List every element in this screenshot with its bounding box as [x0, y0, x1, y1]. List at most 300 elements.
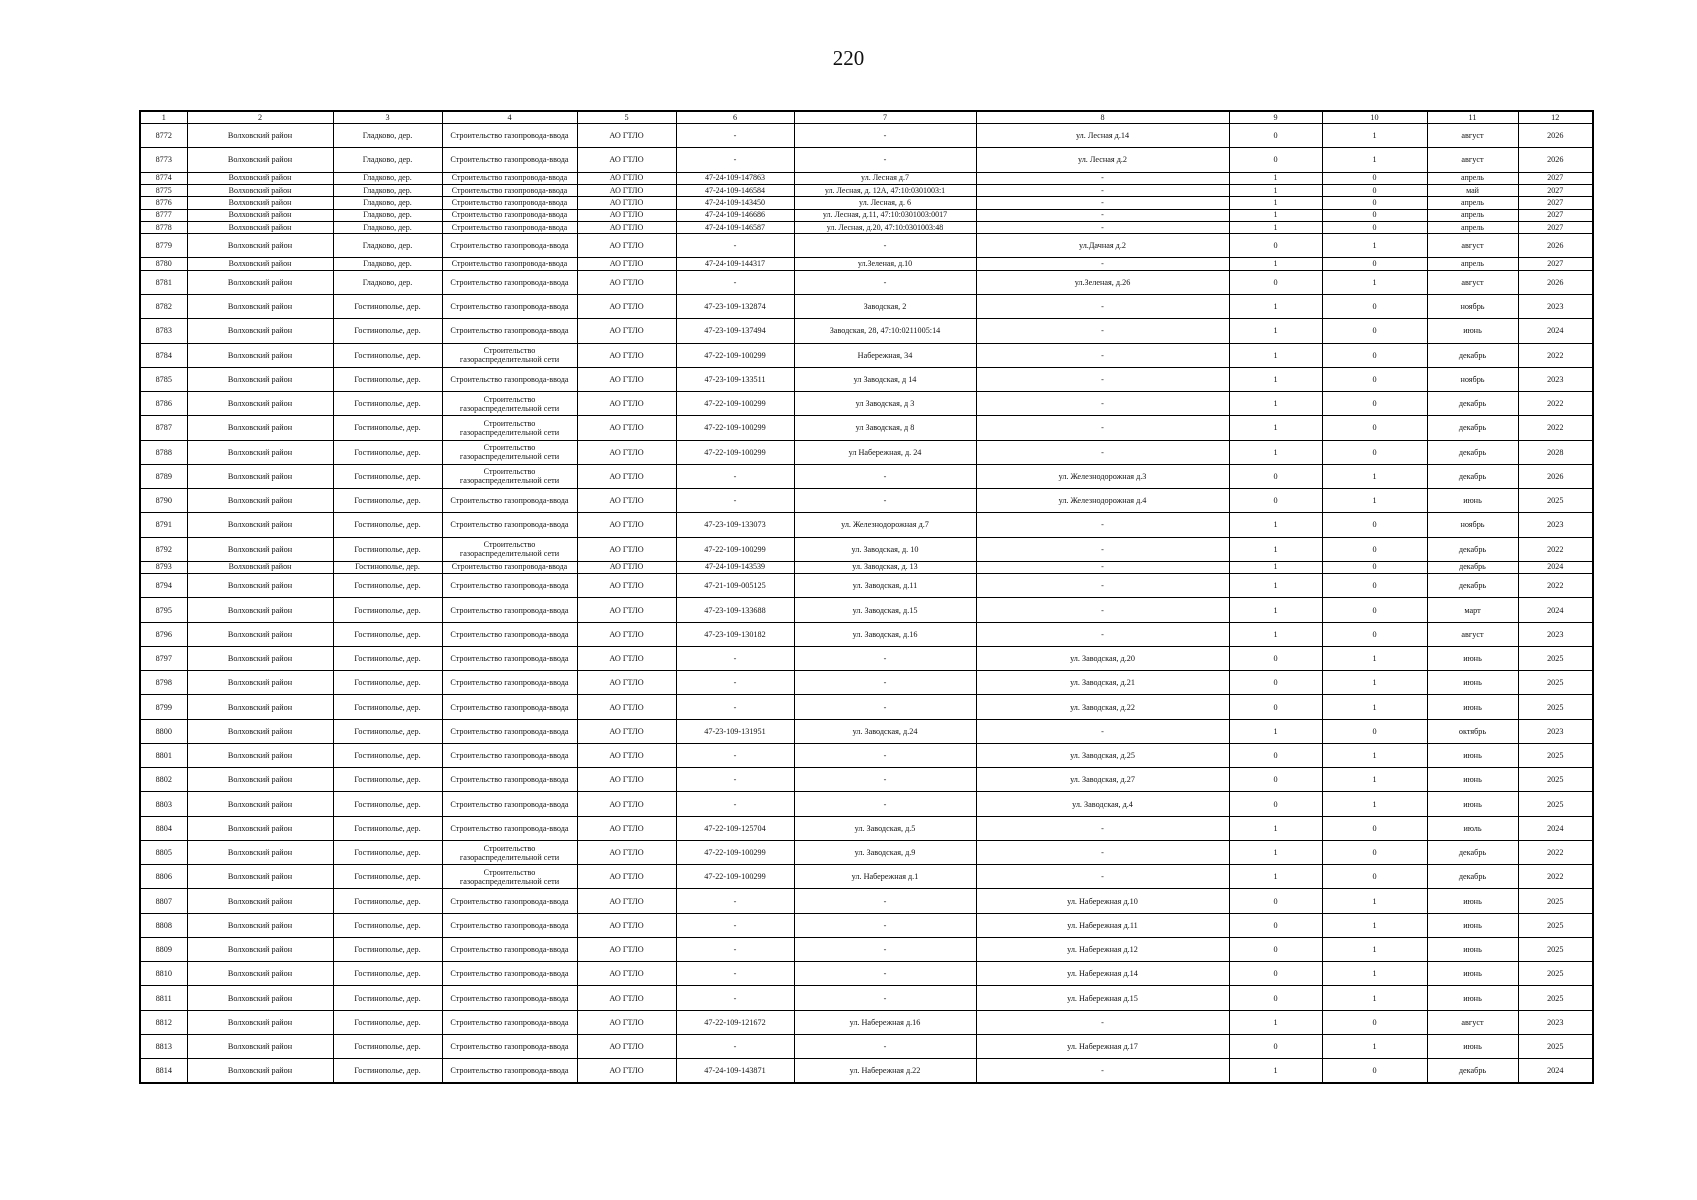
- cell-organization: АО ГТЛО: [577, 1059, 676, 1083]
- cell-settlement: Гладково, дер.: [333, 184, 442, 196]
- table-row: [140, 184, 1593, 196]
- cell-month: июнь: [1427, 743, 1518, 767]
- cell-count-b: 0: [1322, 343, 1427, 367]
- cell-work-type: Строительство газопровода-ввода: [442, 622, 577, 646]
- cell-count-b: 0: [1322, 1010, 1427, 1034]
- cell-organization: АО ГТЛО: [577, 889, 676, 913]
- cell-row-number: 8785: [140, 367, 187, 391]
- cell-project-code: -: [676, 695, 794, 719]
- cell-address: ул Набережная, д. 24: [794, 440, 976, 464]
- cell-count-b: 0: [1322, 561, 1427, 573]
- cell-address: ул. Лесная, д. 6: [794, 197, 976, 209]
- cell-year: 2027: [1518, 172, 1593, 184]
- cell-row-number: 8783: [140, 319, 187, 343]
- cell-project-code: -: [676, 937, 794, 961]
- cell-district: Волховский район: [187, 148, 333, 172]
- cell-work-type: Строительство газопровода-ввода: [442, 695, 577, 719]
- cell-address: ул Заводская, д 8: [794, 416, 976, 440]
- cell-address: ул Заводская, д 14: [794, 367, 976, 391]
- cell-month: июнь: [1427, 768, 1518, 792]
- cell-project-code: -: [676, 148, 794, 172]
- cell-count-a: 0: [1229, 986, 1322, 1010]
- cell-work-type: Строительство газораспределительной сети: [442, 537, 577, 561]
- cell-organization: АО ГТЛО: [577, 537, 676, 561]
- cell-row-number: 8791: [140, 513, 187, 537]
- table-row: [140, 574, 1593, 598]
- table-row: [140, 937, 1593, 961]
- cell-row-number: 8804: [140, 816, 187, 840]
- cell-project-code: 47-24-109-143450: [676, 197, 794, 209]
- cell-work-type: Строительство газопровода-ввода: [442, 768, 577, 792]
- cell-month: июнь: [1427, 319, 1518, 343]
- cell-count-b: 1: [1322, 889, 1427, 913]
- cell-row-number: 8789: [140, 464, 187, 488]
- table-row: [140, 367, 1593, 391]
- cell-row-number: 8799: [140, 695, 187, 719]
- cell-project-code: 47-22-109-125704: [676, 816, 794, 840]
- table-row: [140, 416, 1593, 440]
- cell-planned-address: -: [976, 221, 1229, 233]
- cell-address: -: [794, 489, 976, 513]
- cell-count-a: 0: [1229, 1034, 1322, 1058]
- cell-month: декабрь: [1427, 416, 1518, 440]
- cell-district: Волховский район: [187, 865, 333, 889]
- column-header: 3: [333, 111, 442, 124]
- cell-row-number: 8795: [140, 598, 187, 622]
- cell-address: ул. Заводская, д. 13: [794, 561, 976, 573]
- cell-row-number: 8806: [140, 865, 187, 889]
- cell-count-a: 1: [1229, 221, 1322, 233]
- cell-count-a: 1: [1229, 816, 1322, 840]
- table-row: [140, 537, 1593, 561]
- cell-count-b: 1: [1322, 124, 1427, 148]
- cell-organization: АО ГТЛО: [577, 719, 676, 743]
- cell-district: Волховский район: [187, 209, 333, 221]
- cell-year: 2025: [1518, 695, 1593, 719]
- cell-work-type: Строительство газопровода-ввода: [442, 561, 577, 573]
- cell-district: Волховский район: [187, 695, 333, 719]
- cell-settlement: Гостинополье, дер.: [333, 840, 442, 864]
- cell-district: Волховский район: [187, 719, 333, 743]
- table-row: [140, 695, 1593, 719]
- cell-count-a: 0: [1229, 671, 1322, 695]
- cell-organization: АО ГТЛО: [577, 148, 676, 172]
- cell-month: декабрь: [1427, 1059, 1518, 1083]
- cell-project-code: -: [676, 768, 794, 792]
- cell-count-a: 0: [1229, 489, 1322, 513]
- cell-work-type: Строительство газопровода-ввода: [442, 1010, 577, 1034]
- cell-month: декабрь: [1427, 865, 1518, 889]
- cell-address: ул. Заводская, д.5: [794, 816, 976, 840]
- cell-count-a: 1: [1229, 295, 1322, 319]
- cell-month: октябрь: [1427, 719, 1518, 743]
- cell-year: 2023: [1518, 367, 1593, 391]
- cell-settlement: Гостинополье, дер.: [333, 986, 442, 1010]
- cell-district: Волховский район: [187, 1034, 333, 1058]
- cell-work-type: Строительство газораспределительной сети: [442, 464, 577, 488]
- cell-count-b: 0: [1322, 295, 1427, 319]
- cell-district: Волховский район: [187, 258, 333, 270]
- cell-work-type: Строительство газопровода-ввода: [442, 124, 577, 148]
- cell-project-code: 47-23-109-137494: [676, 319, 794, 343]
- cell-district: Волховский район: [187, 574, 333, 598]
- cell-count-a: 0: [1229, 743, 1322, 767]
- cell-planned-address: ул.Дачная д.2: [976, 234, 1229, 258]
- cell-planned-address: ул. Набережная д.14: [976, 962, 1229, 986]
- cell-year: 2024: [1518, 598, 1593, 622]
- cell-settlement: Гладково, дер.: [333, 258, 442, 270]
- cell-month: декабрь: [1427, 574, 1518, 598]
- cell-count-a: 0: [1229, 962, 1322, 986]
- cell-organization: АО ГТЛО: [577, 440, 676, 464]
- cell-year: 2026: [1518, 234, 1593, 258]
- cell-row-number: 8810: [140, 962, 187, 986]
- cell-planned-address: -: [976, 622, 1229, 646]
- cell-row-number: 8809: [140, 937, 187, 961]
- cell-settlement: Гостинополье, дер.: [333, 440, 442, 464]
- cell-count-a: 1: [1229, 209, 1322, 221]
- cell-count-b: 1: [1322, 937, 1427, 961]
- table-row: [140, 1034, 1593, 1058]
- cell-project-code: -: [676, 646, 794, 670]
- cell-work-type: Строительство газопровода-ввода: [442, 270, 577, 294]
- cell-settlement: Гостинополье, дер.: [333, 319, 442, 343]
- cell-count-a: 0: [1229, 913, 1322, 937]
- cell-year: 2022: [1518, 392, 1593, 416]
- cell-settlement: Гостинополье, дер.: [333, 598, 442, 622]
- cell-project-code: 47-22-109-100299: [676, 537, 794, 561]
- cell-row-number: 8780: [140, 258, 187, 270]
- cell-address: ул. Набережная д.16: [794, 1010, 976, 1034]
- cell-month: апрель: [1427, 172, 1518, 184]
- cell-row-number: 8805: [140, 840, 187, 864]
- cell-planned-address: -: [976, 440, 1229, 464]
- cell-year: 2027: [1518, 258, 1593, 270]
- cell-organization: АО ГТЛО: [577, 221, 676, 233]
- table-row: [140, 148, 1593, 172]
- cell-address: ул.Зеленая, д.10: [794, 258, 976, 270]
- cell-count-a: 1: [1229, 719, 1322, 743]
- cell-row-number: 8792: [140, 537, 187, 561]
- cell-year: 2026: [1518, 124, 1593, 148]
- cell-planned-address: -: [976, 561, 1229, 573]
- cell-year: 2025: [1518, 743, 1593, 767]
- cell-row-number: 8807: [140, 889, 187, 913]
- cell-organization: АО ГТЛО: [577, 1034, 676, 1058]
- cell-year: 2025: [1518, 1034, 1593, 1058]
- cell-month: август: [1427, 622, 1518, 646]
- cell-year: 2022: [1518, 416, 1593, 440]
- cell-project-code: 47-23-109-132874: [676, 295, 794, 319]
- cell-year: 2027: [1518, 209, 1593, 221]
- cell-organization: АО ГТЛО: [577, 937, 676, 961]
- cell-planned-address: ул. Заводская, д.4: [976, 792, 1229, 816]
- cell-year: 2022: [1518, 840, 1593, 864]
- cell-project-code: 47-22-109-100299: [676, 343, 794, 367]
- cell-count-b: 1: [1322, 695, 1427, 719]
- cell-address: -: [794, 234, 976, 258]
- cell-row-number: 8779: [140, 234, 187, 258]
- cell-planned-address: ул. Заводская, д.25: [976, 743, 1229, 767]
- cell-month: декабрь: [1427, 343, 1518, 367]
- table-row: [140, 270, 1593, 294]
- cell-district: Волховский район: [187, 561, 333, 573]
- cell-organization: АО ГТЛО: [577, 671, 676, 695]
- cell-year: 2024: [1518, 1059, 1593, 1083]
- cell-month: июнь: [1427, 792, 1518, 816]
- cell-row-number: 8782: [140, 295, 187, 319]
- cell-project-code: 47-22-109-100299: [676, 840, 794, 864]
- cell-year: 2022: [1518, 574, 1593, 598]
- cell-project-code: 47-24-109-147863: [676, 172, 794, 184]
- cell-year: 2023: [1518, 513, 1593, 537]
- cell-organization: АО ГТЛО: [577, 865, 676, 889]
- cell-project-code: 47-23-109-133073: [676, 513, 794, 537]
- cell-district: Волховский район: [187, 1010, 333, 1034]
- cell-work-type: Строительство газопровода-ввода: [442, 986, 577, 1010]
- cell-count-b: 0: [1322, 840, 1427, 864]
- cell-count-a: 0: [1229, 937, 1322, 961]
- cell-district: Волховский район: [187, 816, 333, 840]
- cell-address: ул. Заводская, д.9: [794, 840, 976, 864]
- cell-count-a: 1: [1229, 392, 1322, 416]
- cell-count-a: 1: [1229, 574, 1322, 598]
- cell-district: Волховский район: [187, 392, 333, 416]
- cell-planned-address: -: [976, 184, 1229, 196]
- table-row: [140, 986, 1593, 1010]
- cell-count-b: 1: [1322, 646, 1427, 670]
- cell-planned-address: -: [976, 258, 1229, 270]
- cell-count-b: 0: [1322, 416, 1427, 440]
- cell-organization: АО ГТЛО: [577, 913, 676, 937]
- cell-work-type: Строительство газопровода-ввода: [442, 295, 577, 319]
- cell-row-number: 8788: [140, 440, 187, 464]
- cell-address: ул. Заводская, д. 10: [794, 537, 976, 561]
- cell-year: 2026: [1518, 464, 1593, 488]
- cell-settlement: Гостинополье, дер.: [333, 464, 442, 488]
- cell-address: -: [794, 1034, 976, 1058]
- cell-count-b: 1: [1322, 913, 1427, 937]
- cell-row-number: 8801: [140, 743, 187, 767]
- cell-district: Волховский район: [187, 598, 333, 622]
- table-row: [140, 889, 1593, 913]
- cell-address: ул. Заводская, д.11: [794, 574, 976, 598]
- column-header: 12: [1518, 111, 1593, 124]
- cell-count-a: 0: [1229, 270, 1322, 294]
- table-row: [140, 392, 1593, 416]
- cell-address: Набережная, 34: [794, 343, 976, 367]
- cell-district: Волховский район: [187, 840, 333, 864]
- cell-month: ноябрь: [1427, 367, 1518, 391]
- cell-settlement: Гостинополье, дер.: [333, 646, 442, 670]
- cell-project-code: 47-24-109-146584: [676, 184, 794, 196]
- cell-planned-address: -: [976, 1010, 1229, 1034]
- cell-count-a: 1: [1229, 172, 1322, 184]
- cell-year: 2025: [1518, 937, 1593, 961]
- cell-count-b: 0: [1322, 319, 1427, 343]
- cell-row-number: 8772: [140, 124, 187, 148]
- cell-count-a: 1: [1229, 258, 1322, 270]
- cell-address: -: [794, 792, 976, 816]
- cell-count-a: 1: [1229, 1010, 1322, 1034]
- cell-year: 2022: [1518, 537, 1593, 561]
- cell-row-number: 8814: [140, 1059, 187, 1083]
- cell-work-type: Строительство газопровода-ввода: [442, 319, 577, 343]
- cell-planned-address: ул. Заводская, д.20: [976, 646, 1229, 670]
- table-row: [140, 209, 1593, 221]
- cell-organization: АО ГТЛО: [577, 234, 676, 258]
- cell-year: 2025: [1518, 889, 1593, 913]
- cell-month: август: [1427, 124, 1518, 148]
- cell-month: июнь: [1427, 671, 1518, 695]
- cell-settlement: Гладково, дер.: [333, 270, 442, 294]
- cell-planned-address: ул. Железнодорожная д.4: [976, 489, 1229, 513]
- cell-settlement: Гостинополье, дер.: [333, 913, 442, 937]
- table-row: [140, 768, 1593, 792]
- cell-row-number: 8773: [140, 148, 187, 172]
- cell-count-b: 1: [1322, 464, 1427, 488]
- cell-organization: АО ГТЛО: [577, 367, 676, 391]
- cell-project-code: 47-22-109-121672: [676, 1010, 794, 1034]
- cell-month: апрель: [1427, 197, 1518, 209]
- cell-project-code: -: [676, 671, 794, 695]
- cell-planned-address: -: [976, 513, 1229, 537]
- cell-planned-address: -: [976, 197, 1229, 209]
- cell-district: Волховский район: [187, 889, 333, 913]
- cell-address: -: [794, 962, 976, 986]
- cell-month: ноябрь: [1427, 513, 1518, 537]
- cell-year: 2023: [1518, 719, 1593, 743]
- table-row: [140, 440, 1593, 464]
- cell-settlement: Гостинополье, дер.: [333, 1059, 442, 1083]
- cell-month: апрель: [1427, 221, 1518, 233]
- cell-work-type: Строительство газораспределительной сети: [442, 416, 577, 440]
- cell-row-number: 8775: [140, 184, 187, 196]
- table-row: [140, 913, 1593, 937]
- cell-count-b: 0: [1322, 172, 1427, 184]
- cell-settlement: Гостинополье, дер.: [333, 816, 442, 840]
- cell-count-b: 1: [1322, 148, 1427, 172]
- cell-district: Волховский район: [187, 319, 333, 343]
- cell-address: -: [794, 464, 976, 488]
- cell-project-code: -: [676, 124, 794, 148]
- cell-settlement: Гостинополье, дер.: [333, 489, 442, 513]
- cell-address: -: [794, 937, 976, 961]
- cell-project-code: 47-23-109-130182: [676, 622, 794, 646]
- cell-project-code: -: [676, 489, 794, 513]
- cell-district: Волховский район: [187, 768, 333, 792]
- cell-row-number: 8784: [140, 343, 187, 367]
- cell-work-type: Строительство газопровода-ввода: [442, 937, 577, 961]
- cell-month: апрель: [1427, 258, 1518, 270]
- cell-address: -: [794, 124, 976, 148]
- cell-project-code: -: [676, 1034, 794, 1058]
- table-body: [140, 124, 1593, 1083]
- cell-organization: АО ГТЛО: [577, 416, 676, 440]
- column-header: 8: [976, 111, 1229, 124]
- table-row: [140, 816, 1593, 840]
- table-row: [140, 343, 1593, 367]
- cell-district: Волховский район: [187, 343, 333, 367]
- cell-planned-address: -: [976, 172, 1229, 184]
- cell-district: Волховский район: [187, 792, 333, 816]
- cell-month: август: [1427, 234, 1518, 258]
- table-row: [140, 197, 1593, 209]
- cell-address: -: [794, 889, 976, 913]
- cell-settlement: Гостинополье, дер.: [333, 1034, 442, 1058]
- cell-row-number: 8781: [140, 270, 187, 294]
- table-row: [140, 719, 1593, 743]
- header-row: [140, 111, 1593, 124]
- cell-row-number: 8776: [140, 197, 187, 209]
- cell-year: 2026: [1518, 270, 1593, 294]
- cell-project-code: -: [676, 889, 794, 913]
- cell-settlement: Гостинополье, дер.: [333, 392, 442, 416]
- cell-work-type: Строительство газопровода-ввода: [442, 221, 577, 233]
- cell-work-type: Строительство газопровода-ввода: [442, 184, 577, 196]
- cell-settlement: Гостинополье, дер.: [333, 1010, 442, 1034]
- cell-month: июнь: [1427, 646, 1518, 670]
- table-row: [140, 258, 1593, 270]
- cell-work-type: Строительство газопровода-ввода: [442, 792, 577, 816]
- cell-settlement: Гостинополье, дер.: [333, 574, 442, 598]
- cell-planned-address: -: [976, 1059, 1229, 1083]
- cell-work-type: Строительство газопровода-ввода: [442, 234, 577, 258]
- cell-work-type: Строительство газораспределительной сети: [442, 865, 577, 889]
- table-row: [140, 489, 1593, 513]
- column-header: 7: [794, 111, 976, 124]
- table-row: [140, 622, 1593, 646]
- cell-project-code: 47-24-109-146686: [676, 209, 794, 221]
- column-header: 10: [1322, 111, 1427, 124]
- cell-work-type: Строительство газопровода-ввода: [442, 671, 577, 695]
- cell-month: июнь: [1427, 889, 1518, 913]
- cell-planned-address: ул. Набережная д.12: [976, 937, 1229, 961]
- cell-month: май: [1427, 184, 1518, 196]
- cell-month: июль: [1427, 816, 1518, 840]
- cell-settlement: Гладково, дер.: [333, 172, 442, 184]
- cell-district: Волховский район: [187, 184, 333, 196]
- table-row: [140, 124, 1593, 148]
- cell-address: -: [794, 646, 976, 670]
- cell-row-number: 8787: [140, 416, 187, 440]
- cell-district: Волховский район: [187, 489, 333, 513]
- cell-count-b: 0: [1322, 1059, 1427, 1083]
- cell-month: декабрь: [1427, 537, 1518, 561]
- cell-project-code: 47-21-109-005125: [676, 574, 794, 598]
- cell-planned-address: -: [976, 719, 1229, 743]
- cell-planned-address: -: [976, 367, 1229, 391]
- cell-district: Волховский район: [187, 172, 333, 184]
- cell-district: Волховский район: [187, 270, 333, 294]
- cell-count-a: 0: [1229, 124, 1322, 148]
- cell-year: 2023: [1518, 1010, 1593, 1034]
- cell-district: Волховский район: [187, 937, 333, 961]
- column-header: 9: [1229, 111, 1322, 124]
- cell-count-b: 0: [1322, 440, 1427, 464]
- cell-count-a: 1: [1229, 367, 1322, 391]
- cell-planned-address: ул. Заводская, д.27: [976, 768, 1229, 792]
- cell-planned-address: -: [976, 209, 1229, 221]
- cell-month: август: [1427, 1010, 1518, 1034]
- cell-settlement: Гостинополье, дер.: [333, 719, 442, 743]
- cell-planned-address: -: [976, 343, 1229, 367]
- cell-organization: АО ГТЛО: [577, 840, 676, 864]
- cell-row-number: 8812: [140, 1010, 187, 1034]
- cell-district: Волховский район: [187, 234, 333, 258]
- cell-year: 2025: [1518, 792, 1593, 816]
- cell-month: июнь: [1427, 962, 1518, 986]
